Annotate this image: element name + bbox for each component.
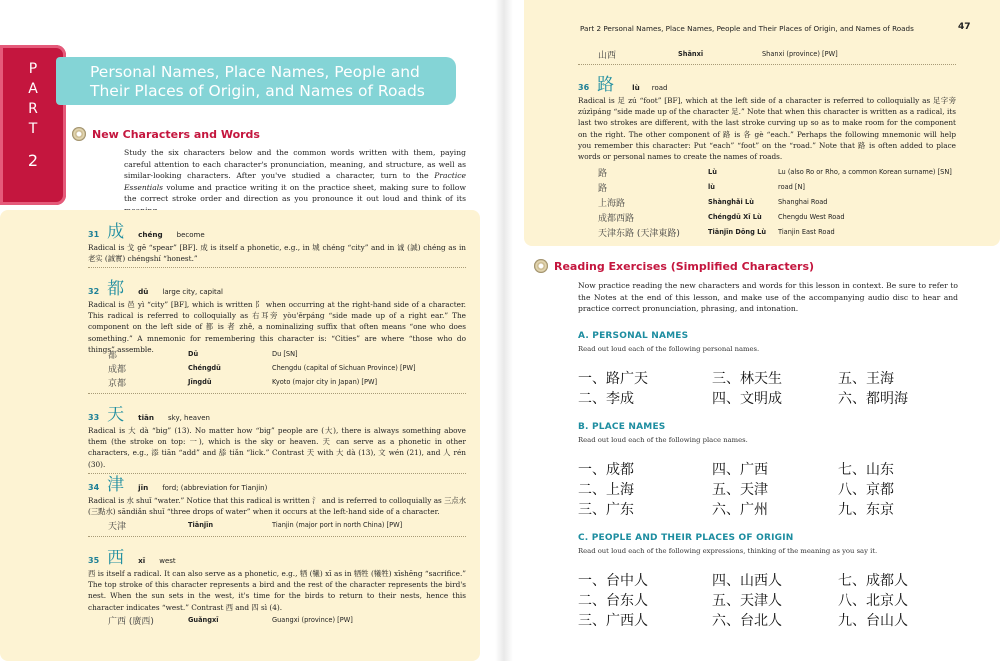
entry-text: Radical is 大 dà “big” (13). No matter how “big” people are (大), there is always something above them (the stroke on top: 一), which is the sky or heaven. 天 can serve as a phonetic in other characters, e.g., 添 tiān “add” and 舔 tiǎn “lick.” Contrast 天 with 大 dà (13), 文 wén (21), and 人 rén (30). (88, 425, 466, 474)
entry-number: 36 (578, 83, 590, 92)
chapter-title-line-1: Personal Names, Place Names, People and (90, 63, 420, 81)
entry-32 (88, 274, 466, 355)
new-characters-heading: New Characters and Words (72, 127, 260, 141)
word-row: 天津 Tiānjīn Tianjin (major port in north China) [PW] (108, 521, 403, 532)
entry-text: Radical is 邑 yì “city” [BF], which is written 阝 when occurring at the right-hand side of a character. This radical is referred to colloquially as 右耳旁 yòu'ěrpáng “side made up of a right ear.” The component on the left side of 都 is 者 zhě, a nominalizing suffix that often means “one who does something.” A mnemonic for remembering this character is: “Cities” are where “those who do things” assemble. (88, 300, 466, 354)
entry-text: Radical is 戈 gē “spear” [BF]. 成 is itself a phonetic, e.g., in 城 chéng “city” and in 诚 (誠) chéng as in 老实 (誠實) chéngshí “honest.” (88, 242, 466, 268)
reading-intro: Now practice reading the new characters and words for this lesson in context. Be sure to refer to the Notes at the end of this lesson, and make use of the accompanying audio disc to hear and practice correct pronunciation, phrasing, and intonation. (578, 281, 958, 314)
entry-gloss: become (176, 231, 205, 239)
exercise-row: 二、李成 四、文明成 六、都明海 (578, 391, 908, 407)
intro-paragraph: Study the six characters below and the common words written with them, paying careful attention to each character's pronunciation, meaning, and structure, as well as similar-looking characters. After you've studied a character, turn to the Practice Essentials volume and practice writing it on the practice sheet, making sure to follow the correct stroke order and direction as you pronounce it out loud and think of its (124, 148, 466, 204)
exercise-row: 二、上海 五、天津 八、京都 (578, 482, 894, 498)
word-row: 路 lù road [N] (598, 183, 805, 194)
section-a-instruction: Read out loud each of the following personal names. (578, 345, 760, 353)
entry-gloss: sky, heaven (168, 414, 210, 422)
entry-pinyin: chéng (138, 230, 163, 239)
entry-pinyin: xī (138, 556, 146, 565)
running-header: Part 2 Personal Names, Place Names, People and Their Places of Origin, and Names of Roads (580, 24, 914, 33)
entry-character: 都 (107, 279, 125, 299)
word-row: 天津东路 (天津東路) Tiānjīn Dōng Lù Tianjin East Road (598, 228, 835, 239)
divider (578, 64, 956, 65)
word-row: 上海路 Shànghǎi Lù Shanghai Road (598, 198, 828, 209)
word-row: 成都 Chéngdū Chengdu (capital of Sichuan Province) [PW] (108, 364, 416, 375)
part-label (22, 59, 44, 139)
part-letter: R (28, 101, 38, 117)
entry-gloss: large city, capital (162, 288, 224, 296)
word-row: 山西 Shānxī Shanxi (province) [PW] (598, 50, 838, 61)
part-letter: A (28, 81, 38, 97)
entry-gloss: ford; (abbreviation for Tianjin) (162, 484, 268, 492)
exercise-row: 一、台中人 四、山西人 七、成都人 (578, 573, 908, 589)
entry-31 (88, 217, 466, 268)
entry-number: 31 (88, 230, 100, 239)
part-letter: P (28, 61, 38, 77)
word-row: 都 Dū Du [SN] (108, 350, 298, 361)
exercise-row: 一、路广天 三、林天生 五、王海 (578, 371, 894, 387)
audio-disc-icon (72, 127, 86, 141)
entry-pinyin: jīn (138, 483, 149, 492)
divider (88, 393, 466, 394)
right-page (508, 0, 1000, 661)
page-number: 47 (958, 22, 971, 32)
chapter-title (56, 57, 456, 105)
word-row: 京都 Jīngdū Kyoto (major city in Japan) [PW] (108, 378, 378, 389)
entry-character: 天 (107, 405, 125, 425)
entry-gloss: road (651, 84, 668, 92)
entry-text: 西 is itself a radical. It can also serve as a phonetic, e.g., 牺 (犧) xī as in 牺牲 (犧牲) xīshēng “sacrifice.” The top stroke of this character represents a bird and the rest of the character represents the bird's nest. When the sun sets in the west, it's time for the birds to return to their nests, hence this character indicates “west.” Contrast 西 and 四 sì (4). (88, 569, 466, 612)
exercise-row: 三、广东 六、广州 九、东京 (578, 502, 894, 518)
part-letter: T (28, 121, 38, 137)
entry-pinyin: lù (632, 83, 640, 92)
entry-character: 西 (107, 548, 125, 568)
exercise-row: 二、台东人 五、天津人 八、北京人 (578, 593, 908, 609)
section-a-heading: A. PERSONAL NAMES (578, 331, 689, 341)
entry-34 (88, 470, 466, 517)
entry-33 (88, 400, 466, 474)
entry-character: 成 (107, 222, 125, 242)
section-c-instruction: Read out loud each of the following expressions, thinking of the meaning as you say it. (578, 547, 878, 555)
word-row: 成都西路 Chéngdū Xī Lù Chengdu West Road (598, 213, 845, 224)
entry-character: 路 (597, 75, 615, 95)
entry-text: Radical is 水 shuǐ “water.” Notice that this radical is written 氵 and is referred to colloquially as 三点水 (三點水) sāndiǎn shuǐ “three drops of water” when it occurs at the left-hand side of a character. (88, 496, 467, 517)
entry-pinyin: tiān (138, 413, 155, 422)
word-row: 广西 (廣西) Guǎngxī Guangxi (province) [PW] (108, 616, 353, 627)
word-row: 路 Lù Lu (also Ro or Rho, a common Korean surname) [SN] (598, 168, 952, 179)
entry-text: Radical is 足 zú “foot” [BF], which at the left side of a character is referred to colloquially as 足字旁 zúzìpáng “side made up of the character 足.” Note that when this character is written as a radical, its last two strokes are different, with the last stroke curving up so as to make room for the component on the right. The other component of 路 is 各 gè “each.” Perhaps the following mnemonic will help you remember this character: Put “each” “foot” on the “road.” Note that 路 is often added to place words or personal names to create the names of roads. (578, 96, 956, 162)
entry-number: 34 (88, 483, 100, 492)
entry-character: 津 (107, 475, 125, 495)
entry-36 (578, 70, 956, 162)
entry-gloss: west (159, 557, 176, 565)
entry-35 (88, 543, 466, 613)
part-number: 2 (27, 151, 39, 170)
reading-exercises-heading: Reading Exercises (Simplified Characters) (534, 259, 814, 273)
entry-pinyin: dū (138, 287, 149, 296)
section-b-heading: B. PLACE NAMES (578, 422, 666, 432)
entry-number: 33 (88, 413, 100, 422)
section-b-instruction: Read out loud each of the following place names. (578, 436, 748, 444)
chapter-title-line-2: Their Places of Origin, and Names of Roads (90, 82, 425, 100)
divider (88, 536, 466, 537)
entry-number: 35 (88, 556, 100, 565)
exercise-row: 一、成都 四、广西 七、山东 (578, 462, 894, 478)
section-c-heading: C. PEOPLE AND THEIR PLACES OF ORIGIN (578, 533, 794, 543)
exercise-row: 三、广西人 六、台北人 九、台山人 (578, 613, 908, 629)
entry-number: 32 (88, 287, 100, 296)
audio-disc-icon (534, 259, 548, 273)
